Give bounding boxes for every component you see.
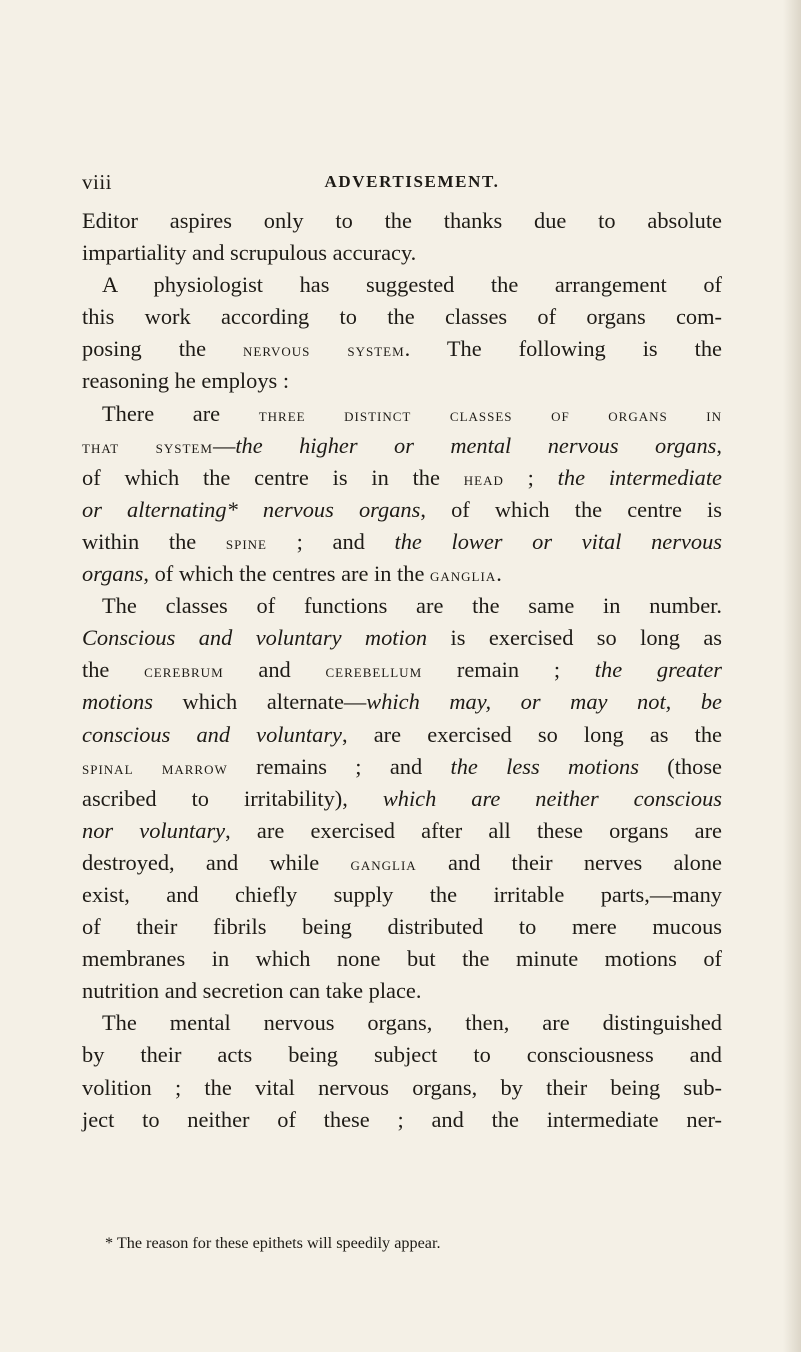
text-line (82, 943, 722, 975)
text-line (82, 558, 722, 590)
text-line (82, 719, 722, 751)
text-span: nutrition and secretion can take place. (82, 978, 422, 1004)
text-span: , of which the centres are in the (143, 561, 430, 587)
text-span: posing the (82, 336, 244, 362)
text-span: reasoning he employs : (82, 368, 290, 394)
small-caps-span: that system (82, 436, 213, 457)
text-line (82, 622, 722, 654)
text-span: within the (82, 528, 226, 554)
italic-span: nor voluntary (82, 817, 226, 843)
text-line (82, 526, 722, 558)
small-caps-span: spinal marrow (82, 757, 228, 778)
italic-span: the lower or vital nervous (394, 528, 723, 554)
text-span: volition ; the vital nervous organs, by their being sub- (82, 1074, 722, 1100)
text-span: (those (638, 753, 722, 779)
text-line (82, 269, 722, 301)
text-span: exist, and chiefly supply the irritable parts,—many (82, 881, 722, 907)
text-span: and their nerves alone (416, 849, 722, 875)
text-line (82, 590, 722, 622)
italic-span: the intermediate (557, 464, 722, 490)
text-span: — (212, 432, 236, 458)
text-span: , of which the centre is (420, 496, 722, 522)
text-span: this work according to the classes of organs com- (82, 304, 722, 330)
text-span: . The following is the (404, 336, 722, 362)
text-span: remains ; and (227, 753, 451, 779)
page-header (82, 170, 722, 200)
text-span: of their fibrils being distributed to mere mucous (82, 914, 722, 940)
text-line (82, 911, 722, 943)
page-number: viii (82, 170, 113, 194)
text-line (82, 783, 722, 815)
text-span: , are exercised after all these organs are (225, 817, 722, 843)
text-line (82, 654, 722, 686)
italic-span: motions (82, 689, 153, 715)
small-caps-span: nervous system (243, 340, 405, 361)
text-span: The classes of functions are the same in number. (102, 593, 722, 619)
body-text (82, 205, 722, 1136)
text-span: A physiologist has suggested the arrangement of (102, 272, 722, 298)
text-span: destroyed, and while (82, 849, 351, 875)
text-span: of which the centre is in the (82, 464, 464, 490)
small-caps-span: cerebrum (144, 661, 224, 682)
small-caps-span: spine (225, 532, 267, 553)
text-line (82, 494, 722, 526)
small-caps-span: head (463, 468, 504, 489)
text-span: The mental nervous organs, then, are distinguished (102, 1010, 722, 1036)
footnote: * The reason for these epithets will speedily appear. (105, 1234, 441, 1252)
italic-span: which are neither conscious (382, 785, 722, 811)
text-line (82, 205, 722, 237)
text-line (82, 365, 722, 397)
text-span: remain ; (422, 657, 595, 683)
text-line (82, 398, 722, 430)
text-line (82, 815, 722, 847)
text-line (82, 333, 722, 365)
text-span: , are exercised so long as the (341, 721, 722, 747)
text-span: Editor aspires only to the thanks due to absolute (82, 208, 722, 233)
text-line (82, 686, 722, 718)
small-caps-span: ganglia (430, 565, 497, 586)
italic-span: the less motions (450, 753, 639, 779)
small-caps-span: three distinct classes of organs in (258, 404, 723, 425)
text-line (82, 975, 722, 1007)
text-span: There are (102, 400, 259, 426)
text-span: is exercised so long as (427, 625, 722, 651)
text-line (82, 462, 722, 494)
text-line (82, 1104, 722, 1136)
text-span: which alternate— (152, 689, 367, 715)
text-span: and (223, 657, 326, 683)
page-edge-shadow (783, 0, 801, 1352)
text-line (82, 879, 722, 911)
text-span: ; and (267, 528, 395, 554)
text-span: the (82, 657, 145, 683)
text-line (82, 751, 722, 783)
text-line (82, 847, 722, 879)
text-line (82, 1039, 722, 1071)
small-caps-span: ganglia (350, 853, 417, 874)
running-head: ADVERTISEMENT. (324, 172, 500, 191)
italic-span: Conscious and voluntary motion (82, 625, 428, 651)
small-caps-span: cerebellum (325, 661, 423, 682)
text-span: ascribed to irritability), (82, 785, 383, 811)
text-line (82, 301, 722, 333)
text-line (82, 430, 722, 462)
italic-span: the higher or mental nervous organs (235, 432, 717, 458)
text-span: by their acts being subject to consciousness and (82, 1042, 722, 1068)
text-span: impartiality and scrupulous accuracy. (82, 240, 417, 266)
text-line (82, 1072, 722, 1104)
text-span: ject to neither of these ; and the intermediate ner- (82, 1106, 722, 1132)
italic-span: or alternating* nervous organs (82, 496, 421, 522)
italic-span: conscious and voluntary (82, 721, 342, 747)
text-line (82, 1007, 722, 1039)
text-line (82, 237, 722, 269)
italic-span: organs (82, 561, 144, 587)
text-span: , (716, 432, 722, 458)
text-span: ; (503, 464, 558, 490)
italic-span: which may, or may not, be (366, 689, 722, 715)
text-span: membranes in which none but the minute motions of (82, 946, 722, 972)
italic-span: the greater (594, 657, 722, 683)
text-span: . (496, 561, 502, 587)
